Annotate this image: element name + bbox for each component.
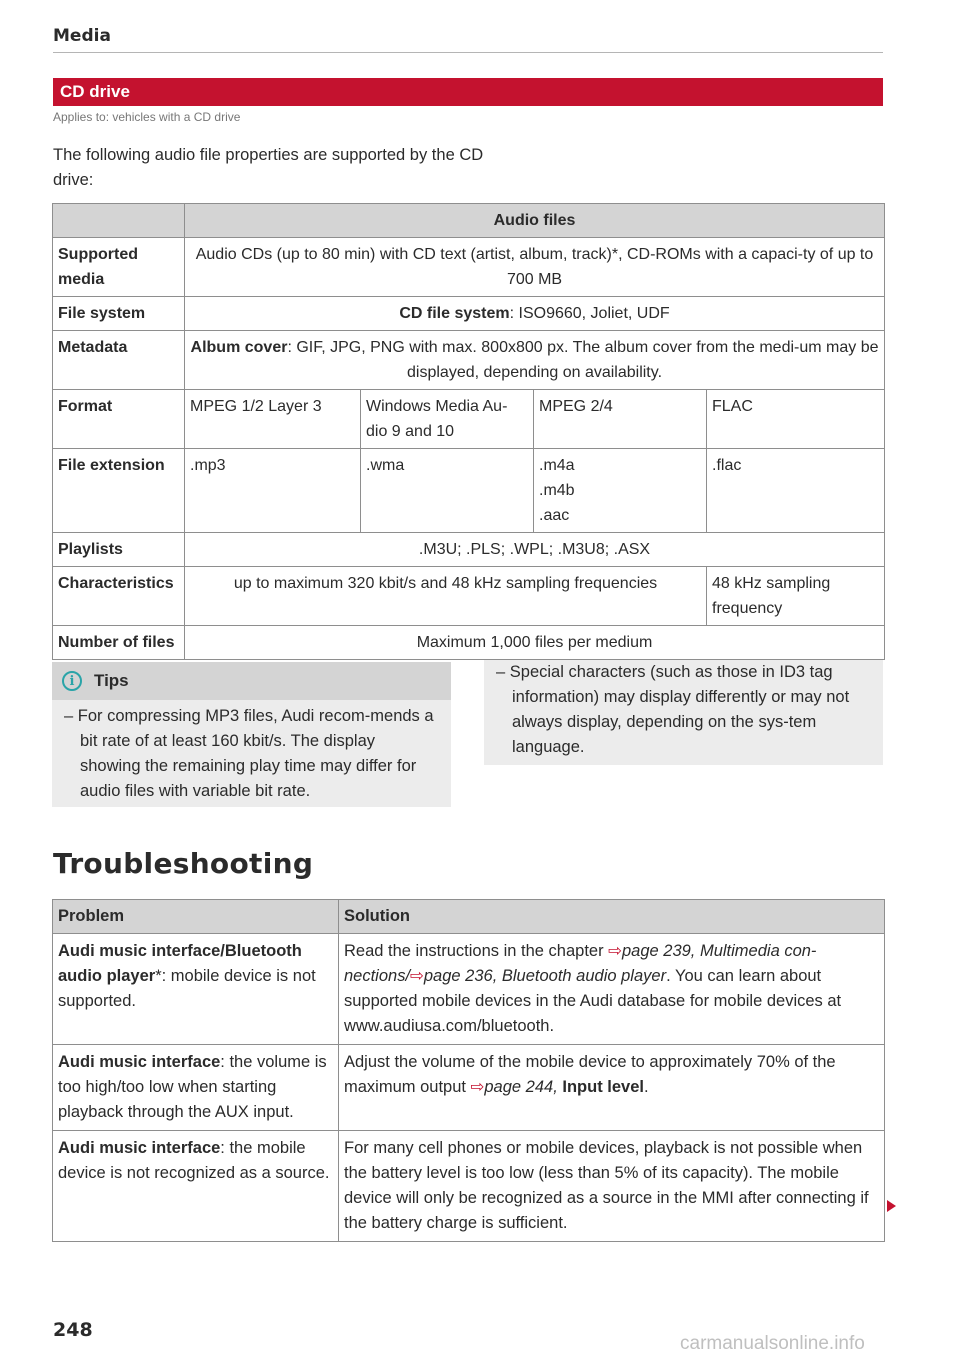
page-reference-arrow-icon: ⇨ <box>470 1078 485 1096</box>
number-of-files-value: Maximum 1,000 files per medium <box>185 626 885 660</box>
page-reference-arrow-icon: ⇨ <box>608 942 622 960</box>
solution-cell: Adjust the volume of the mobile device to approximately 70% of the maximum output ⇨page 244, Input level. <box>339 1045 885 1131</box>
characteristics-value: up to maximum 320 kbit/s and 48 kHz sampling frequencies <box>185 567 707 626</box>
playlists-value: .M3U; .PLS; .WPL; .M3U8; .ASX <box>185 533 885 567</box>
solution-column-header: Solution <box>339 900 885 934</box>
watermark: carmanualsonline.info <box>680 1333 865 1354</box>
format-cell: MPEG 2/4 <box>534 390 707 449</box>
tip-item: – Special characters (such as those in ID3 tag information) may display differently or may not always display, depending on the sys-tem language. <box>484 660 883 765</box>
troubleshooting-table <box>52 899 885 1242</box>
format-cell: FLAC <box>707 390 885 449</box>
continue-arrow-icon <box>887 1200 896 1212</box>
page-reference-arrow-icon: ⇨ <box>410 967 424 985</box>
tips-box <box>52 662 451 807</box>
table-row <box>53 390 885 449</box>
audio-files-header: Audio files <box>185 204 885 238</box>
row-label: Metadata <box>53 331 185 390</box>
table-row <box>53 533 885 567</box>
solution-cell: Read the instructions in the chapter ⇨page 239, Multimedia con-nections/⇨page 236, Bluetooth audio player. You can learn about supported mobile devices in the Audi database for mobile devices at www.audiusa.com/bluetooth. <box>339 934 885 1045</box>
row-label: Characteristics <box>53 567 185 626</box>
table-row <box>53 1131 885 1242</box>
table-row <box>53 449 885 533</box>
page-reference-link[interactable]: page 244, <box>484 1078 558 1096</box>
file-system-value: CD file system: ISO9660, Joliet, UDF <box>185 297 885 331</box>
tip-item: – For compressing MP3 files, Audi recom-mends a bit rate of at least 160 kbit/s. The display showing the remaining play time may differ for audio files with variable bit rate. <box>64 707 434 800</box>
row-label: Supported media <box>53 238 185 297</box>
extension-value: .aac <box>539 507 570 524</box>
table-row <box>53 934 885 1045</box>
supported-media-value: Audio CDs (up to 80 min) with CD text (artist, album, track)*, CD-ROMs with a capaci-ty of up to 700 MB <box>185 238 885 297</box>
problem-cell: Audi music interface/Bluetooth audio player*: mobile device is not supported. <box>53 934 339 1045</box>
row-label: Number of files <box>53 626 185 660</box>
problem-column-header: Problem <box>53 900 339 934</box>
intro-text: The following audio file properties are supported by the CD drive: <box>53 146 484 189</box>
problem-cell: Audi music interface: the mobile device is not recognized as a source. <box>53 1131 339 1242</box>
table-header-row <box>53 900 885 934</box>
table-row <box>53 626 885 660</box>
extension-cell: .flac <box>707 449 885 533</box>
row-label: File system <box>53 297 185 331</box>
page-reference-link[interactable]: page 236, Bluetooth audio player <box>423 967 667 985</box>
metadata-value: Album cover: GIF, JPG, PNG with max. 800x800 px. The album cover from the medi-um may be displayed, depending on availability. <box>185 331 885 390</box>
info-icon: i <box>62 671 82 691</box>
row-label: Format <box>53 390 185 449</box>
extension-value: .m4b <box>539 482 575 499</box>
header-divider <box>53 52 883 53</box>
table-row <box>53 238 885 297</box>
table-row <box>53 1045 885 1131</box>
solution-cell: For many cell phones or mobile devices, playback is not possible when the battery level is too low (less than 5% of its capacity). The mobile device will only be recognized as a source in the MMI after connecting if the battery charge is sufficient. <box>339 1131 885 1242</box>
page-reference-link[interactable]: page 239, Multimedia con-nections/ <box>344 942 817 985</box>
audio-files-table <box>52 203 885 660</box>
section-header: Media <box>53 26 111 46</box>
troubleshooting-heading: Troubleshooting <box>53 847 314 880</box>
table-row <box>53 567 885 626</box>
applies-to-note: Applies to: vehicles with a CD drive <box>53 110 241 124</box>
extension-cell: .mp3 <box>185 449 361 533</box>
extension-value: .m4a <box>539 457 575 474</box>
row-label: File extension <box>53 449 185 533</box>
row-label: Playlists <box>53 533 185 567</box>
header-blank-cell <box>53 204 185 238</box>
cd-drive-title: CD drive <box>53 78 883 106</box>
table-header-row <box>53 204 885 238</box>
characteristics-flac-value: 48 kHz sampling frequency <box>707 567 885 626</box>
table-row <box>53 331 885 390</box>
format-cell: Windows Media Au-dio 9 and 10 <box>361 390 534 449</box>
page-number: 248 <box>53 1319 93 1341</box>
extension-cell: .wma <box>361 449 534 533</box>
extension-cell <box>534 449 707 533</box>
tips-title: Tips <box>94 671 129 690</box>
table-row <box>53 297 885 331</box>
problem-cell: Audi music interface: the volume is too high/too low when starting playback through the AUX input. <box>53 1045 339 1131</box>
format-cell: MPEG 1/2 Layer 3 <box>185 390 361 449</box>
tips-header <box>52 662 451 700</box>
